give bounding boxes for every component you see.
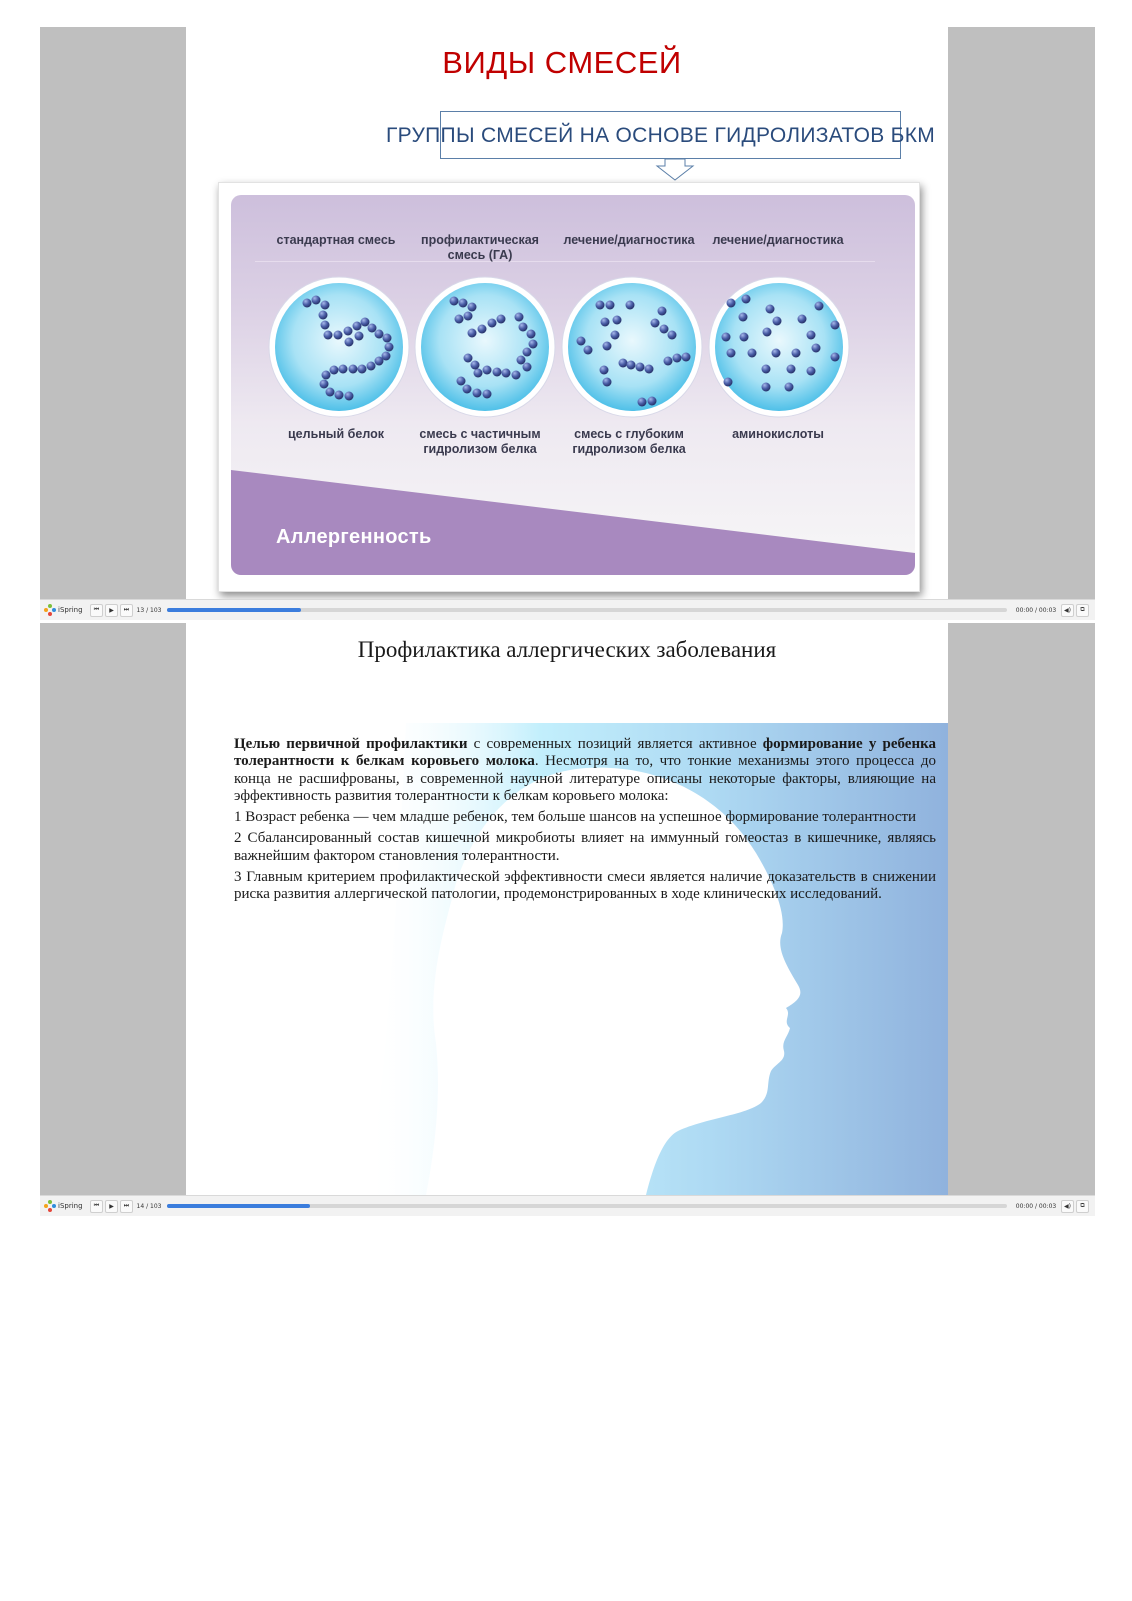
- caption-partial-hydrolysis: смесь с частичным гидролизом белка: [419, 427, 541, 456]
- next-slide-button[interactable]: ⏭: [120, 604, 133, 617]
- next-slide-button[interactable]: ⏭: [120, 1200, 133, 1213]
- allergenicity-wedge: [231, 470, 915, 575]
- column-label-standard: стандартная смесь: [276, 233, 396, 247]
- ispring-logo: iSpring: [44, 604, 88, 616]
- column-label-preventive: профилактическая смесь (ГА): [421, 233, 539, 262]
- play-button[interactable]: ▶: [105, 604, 118, 617]
- volume-icon[interactable]: ◀): [1061, 604, 1074, 617]
- slide-13: [186, 27, 948, 599]
- ispring-logo-icon: [44, 604, 56, 616]
- slide-player-14: [40, 623, 1095, 1216]
- molecule-circles-illustration: [231, 195, 915, 575]
- ispring-logo-icon: [44, 1200, 56, 1212]
- progress-fill: [167, 1204, 310, 1208]
- slide-player-13: [40, 27, 1095, 620]
- circle-deep-hydrolysis: [562, 277, 702, 417]
- caption-whole-protein: цельный белок: [288, 427, 384, 441]
- circle-whole-protein: [269, 277, 409, 417]
- diagram-panel: [231, 195, 915, 575]
- point-2: 2 Сбалансированный состав кишечной микробиоты влияет на иммунный гомеостаз в кишечнике, являясь важнейшим фактором становления толерантности.: [234, 830, 936, 864]
- fullscreen-icon[interactable]: ⧉: [1076, 604, 1089, 617]
- slide-counter: 13 / 103: [136, 606, 162, 614]
- slide-14: [186, 623, 948, 1195]
- circle-amino-acids: [709, 277, 849, 417]
- slide-subtitle: ГРУППЫ СМЕСЕЙ НА ОСНОВЕ ГИДРОЛИЗАТОВ БКМ: [386, 124, 936, 147]
- circle-partial-hydrolysis: [415, 277, 555, 417]
- time-readout: 00:00 / 00:03: [1015, 606, 1057, 614]
- volume-icon[interactable]: ◀): [1061, 1200, 1074, 1213]
- caption-deep-hydrolysis: смесь с глубоким гидролизом белка: [572, 427, 686, 456]
- slide-title: ВИДЫ СМЕСЕЙ: [442, 45, 682, 80]
- allergenicity-label: Аллергенность: [276, 526, 432, 548]
- slide-body-text: [234, 736, 936, 908]
- fullscreen-icon[interactable]: ⧉: [1076, 1200, 1089, 1213]
- progress-bar[interactable]: [167, 608, 1007, 612]
- ispring-logo: iSpring: [44, 1200, 88, 1212]
- progress-fill: [167, 608, 301, 612]
- play-button[interactable]: ▶: [105, 1200, 118, 1213]
- caption-amino-acids: аминокислоты: [732, 427, 824, 441]
- point-3: 3 Главным критерием профилактической эффективности смеси является наличие доказательств в снижении риска развития аллергической патологии, продемонстрированных в ходе клинических исследований.: [234, 869, 936, 903]
- prev-slide-button[interactable]: ⏮: [90, 604, 103, 617]
- point-1: 1 Возраст ребенка — чем младше ребенок, тем больше шансов на успешное формирование толерантности: [234, 809, 917, 826]
- formula-types-diagram: [218, 182, 920, 592]
- column-label-treatment-1: лечение/диагностика: [563, 233, 695, 247]
- intro-paragraph: Целью первичной профилактики с современных позиций является активное формирование у ребенка толерантности к белкам коровьего молока. Несмотря на то, что тонкие механизмы этого процесса до конца не расшифрованы, в современной научной литературе описаны некоторые факторы, влияющие на эффективность развития толерантности к белкам коровьего молока:: [234, 736, 936, 804]
- progress-bar[interactable]: [167, 1204, 1007, 1208]
- prev-slide-button[interactable]: ⏮: [90, 1200, 103, 1213]
- player-control-bar: [40, 1195, 1095, 1216]
- slide-title: Профилактика аллергических заболевания: [357, 637, 777, 662]
- head-silhouette-background: [186, 623, 948, 1195]
- column-label-treatment-2: лечение/диагностика: [712, 233, 844, 247]
- player-control-bar: [40, 599, 1095, 620]
- callout-down-arrow-icon: [653, 158, 697, 182]
- slide-counter: 14 / 103: [136, 1202, 162, 1210]
- time-readout: 00:00 / 00:03: [1015, 1202, 1057, 1210]
